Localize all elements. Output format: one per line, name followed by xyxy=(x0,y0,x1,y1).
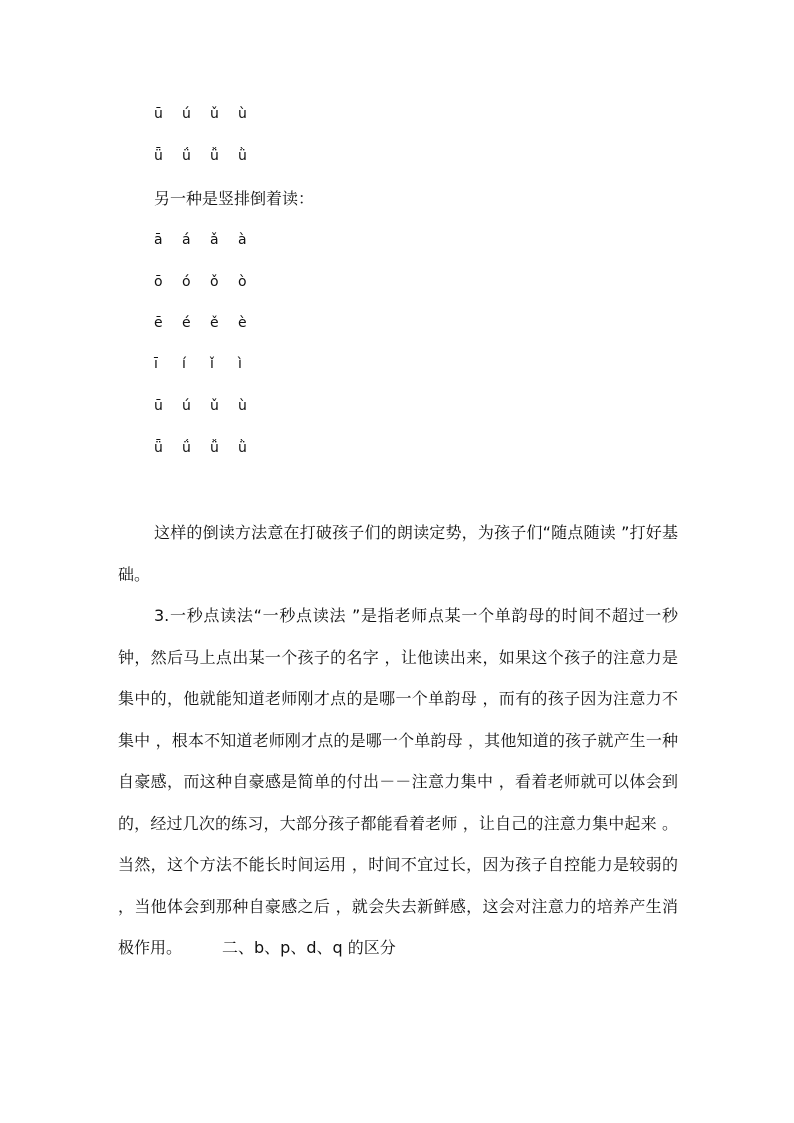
pinyin-tone-2: ú xyxy=(182,398,191,414)
pinyin-tone-1: ī xyxy=(154,356,158,372)
pinyin-tone-3: ě xyxy=(210,315,219,331)
pinyin-tone-2: ó xyxy=(182,274,191,290)
pinyin-tone-4: ǜ xyxy=(238,440,247,456)
pinyin-row-o xyxy=(154,274,266,290)
paragraph-one-second-method: 3.一秒点读法“一秒点读法 ”是指老师点某一个单韵母的时间不超过一秒钟，然后马上点出某一个孩子的名字 ，让他读出来，如果这个孩子的注意力是集中的，他就能知道老师刚才点的是哪一个单韵母 ，而有的孩子因为注意力不集中 ，根本不知道老师刚才点的是哪一个单韵母 ，其他知道的孩子就产生一种自豪感，而这种自豪感是简单的付出－－注意力集中 ，看着老师就可以体会到的，经过几次的练习，大部分孩子都能看着老师 ，让自己的注意力集中起来 。当然，这个方法不能长时间运用 ，时间不宜过长，因为孩子自控能力是较弱的 ，当他体会到那种自豪感之后 ，就会失去新鲜感，这会对注意力的培养产生消极作用。 二、b、p、d、q 的区分 xyxy=(118,606,678,957)
pinyin-row-v2 xyxy=(154,440,266,456)
pinyin-row-a xyxy=(154,232,266,248)
paragraph-reverse-reading: 这样的倒读方法意在打破孩子们的朗读定势，为孩子们“随点随读 ”打好基础。 xyxy=(118,523,678,584)
pinyin-tone-1: ō xyxy=(154,274,163,290)
pinyin-tone-3: ǎ xyxy=(210,232,219,248)
pinyin-tone-4: ò xyxy=(238,274,247,290)
pinyin-tone-3: ǔ xyxy=(210,106,219,122)
pinyin-tone-4: è xyxy=(238,315,247,331)
pinyin-row-u2 xyxy=(154,398,266,414)
pinyin-tone-3: ǐ xyxy=(210,356,214,372)
pinyin-tone-1: ǖ xyxy=(154,148,163,164)
pinyin-tone-1: ǖ xyxy=(154,440,163,456)
pinyin-tone-1: ū xyxy=(154,398,163,414)
pinyin-row-u xyxy=(154,106,266,122)
pinyin-tone-3: ǚ xyxy=(210,440,219,456)
pinyin-tone-1: ā xyxy=(154,232,163,248)
pinyin-tone-1: ē xyxy=(154,315,163,331)
pinyin-row-i xyxy=(154,356,266,372)
pinyin-tone-3: ǔ xyxy=(210,398,219,414)
pinyin-tone-4: à xyxy=(238,232,247,248)
pinyin-row-v xyxy=(154,148,266,164)
pinyin-tone-2: í xyxy=(182,356,186,372)
pinyin-tone-2: ú xyxy=(182,106,191,122)
pinyin-tone-4: ù xyxy=(238,106,247,122)
pinyin-tone-4: ì xyxy=(238,356,242,372)
pinyin-tone-2: é xyxy=(182,315,191,331)
pinyin-tone-2: á xyxy=(182,232,191,248)
pinyin-tone-3: ǚ xyxy=(210,148,219,164)
pinyin-tone-4: ù xyxy=(238,398,247,414)
pinyin-tone-2: ǘ xyxy=(182,440,191,456)
pinyin-tone-2: ǘ xyxy=(182,148,191,164)
pinyin-tone-1: ū xyxy=(154,106,163,122)
pinyin-row-e xyxy=(154,315,266,331)
intro-line: 另一种是竖排倒着读： xyxy=(154,189,315,208)
pinyin-tone-3: ǒ xyxy=(210,274,219,290)
pinyin-tone-4: ǜ xyxy=(238,148,247,164)
